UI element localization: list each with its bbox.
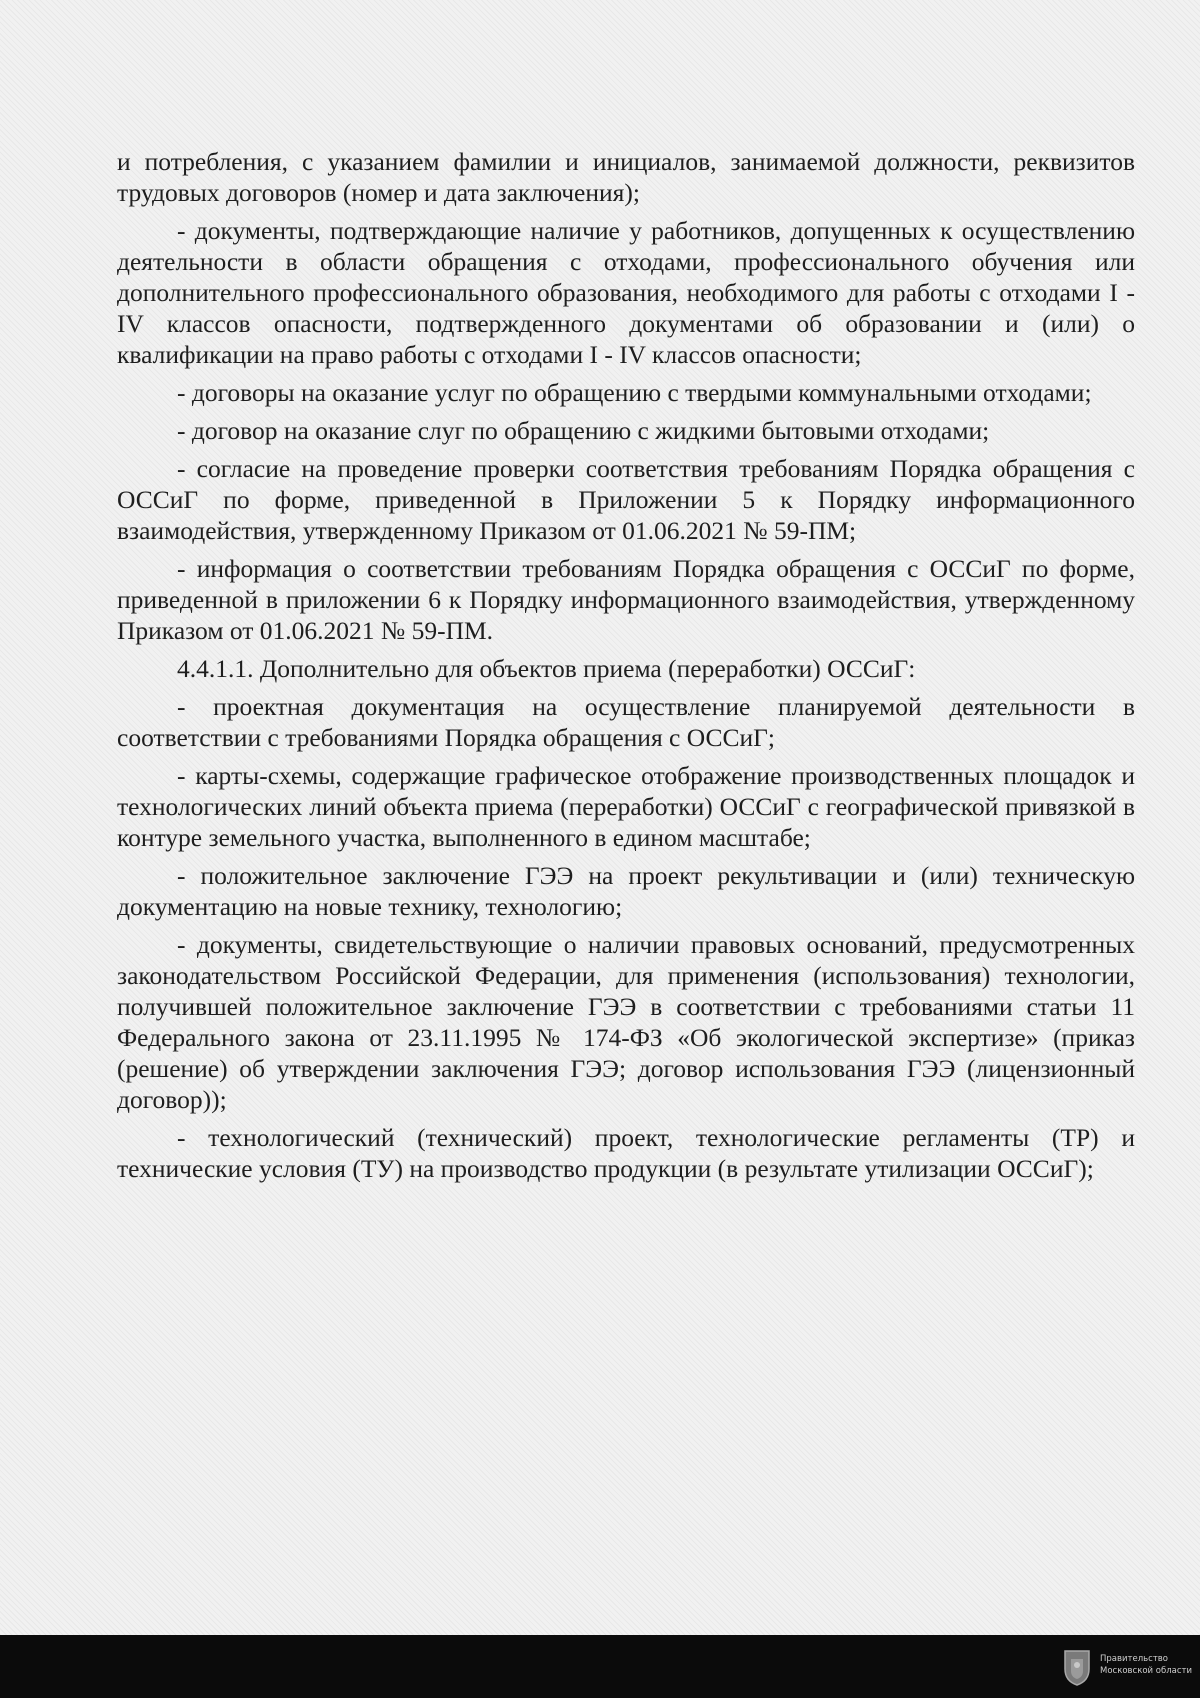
paragraph-continuation: и потребления, с указанием фамилии и инициалов, занимаемой должности, реквизитов трудовых договоров (номер и дата заключения);	[117, 147, 1135, 207]
paragraph-legal-grounds: - документы, свидетельствующие о наличии правовых оснований, предусмотренных законодательством Российской Федерации, для применения (использования) технологии, получившей положительное заключение ГЭЭ в соответствии с требованиями статьи 11 Федерального закона от 23.11.1995 № 174-ФЗ «Об экологической экспертизе» (приказ (решение) об утверждении заключения ГЭЭ; договор использования ГЭЭ (лицензионный договор));	[117, 930, 1135, 1114]
paragraph-inspection-consent: - согласие на проведение проверки соответствия требованиям Порядка обращения с ОССиГ по форме, приведенной в Приложении 5 к Порядку информационного взаимодействия, утвержденному Приказом от 01.06.2021 № 59-ПМ;	[117, 454, 1135, 545]
paragraph-project-documentation: - проектная документация на осуществление планируемой деятельности в соответствии с требованиями Порядка обращения с ОССиГ;	[117, 692, 1135, 752]
paragraph-staff-qualification: - документы, подтверждающие наличие у работников, допущенных к осуществлению деятельности в области обращения с отходами, профессионального обучения или дополнительного профессионального образования, необходимого для работы с отходами I - IV классов опасности, подтвержденного документами об образовании и (или) о квалификации на право работы с отходами I - IV классов опасности;	[117, 216, 1135, 369]
footer-bar	[0, 1635, 1200, 1698]
paragraph-solid-waste-contracts: - договоры на оказание услуг по обращению с твердыми коммунальными отходами;	[177, 378, 1092, 407]
paragraph-section-4-4-1-1: 4.4.1.1. Дополнительно для объектов приема (переработки) ОССиГ:	[177, 654, 916, 683]
organization-caption	[1100, 1653, 1196, 1677]
paragraph-technological-project: - технологический (технический) проект, технологические регламенты (ТР) и технические условия (ТУ) на производство продукции (в результате утилизации ОССиГ);	[117, 1123, 1135, 1183]
paragraph-liquid-waste-contract: - договор на оказание слуг по обращению с жидкими бытовыми отходами;	[177, 416, 990, 445]
paragraph-compliance-info: - информация о соответствии требованиям Порядка обращения с ОССиГ по форме, приведенной в приложении 6 к Порядку информационного взаимодействия, утвержденному Приказом от 01.06.2021 № 59-ПМ.	[117, 554, 1135, 645]
paragraph-site-maps: - карты-схемы, содержащие графическое отображение производственных площадок и технологических линий объекта приема (переработки) ОССиГ с географической привязкой в контуре земельного участка, выполненного в едином масштабе;	[117, 761, 1135, 852]
organization-line-1: Правительство	[1100, 1654, 1168, 1664]
organization-line-2: Московской области	[1100, 1666, 1193, 1676]
document-body	[117, 146, 1135, 1191]
coat-of-arms-icon	[1062, 1647, 1092, 1687]
paragraph-gee-conclusion: - положительное заключение ГЭЭ на проект рекультивации и (или) техническую документацию на новые технику, технологию;	[117, 861, 1135, 921]
